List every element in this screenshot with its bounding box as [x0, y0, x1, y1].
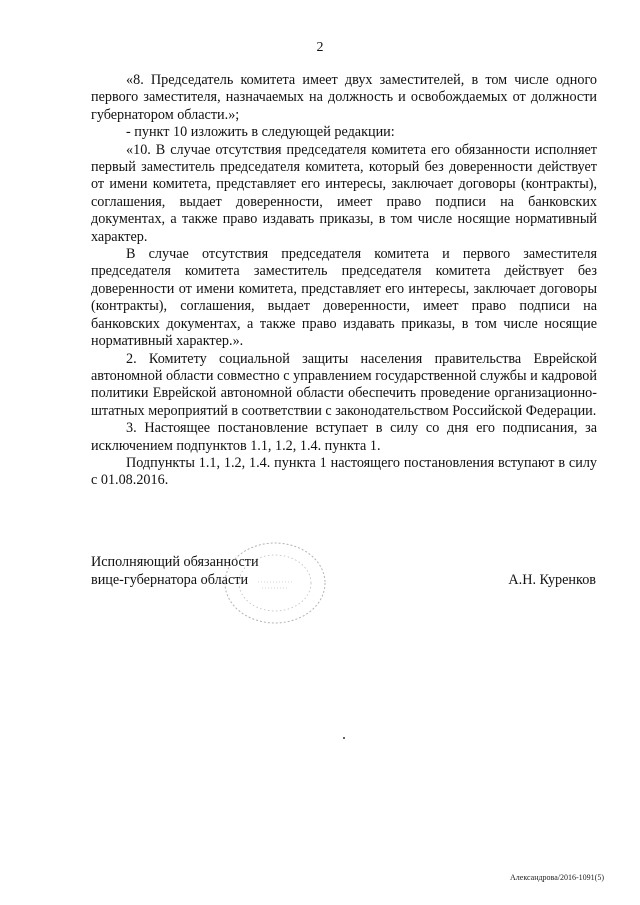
stray-mark — [343, 737, 345, 739]
paragraph-subclauses-effective: Подпункты 1.1, 1.2, 1.4. пункта 1 настоящего постановления вступают в силу с 01.08.2016. — [91, 454, 597, 489]
official-stamp — [220, 538, 330, 628]
document-body — [91, 72, 597, 490]
paragraph-absence-rule: В случае отсутствия председателя комитета и первого заместителя председателя комитета заместитель председателя комитета действует без доверенности от имени комитета, представляет его интересы, заключает договоры (контракты), соглашения, выдает доверенности, имеет право подписи на банковских документах, а также право издавать приказы, в том числе носящие нормативный характер.». — [91, 246, 597, 350]
signatory-title-line1: Исполняющий обязанности — [91, 554, 259, 570]
paragraph-clause-3: 3. Настоящее постановление вступает в силу со дня его подписания, за исключением подпунктов 1.1, 1.2, 1.4. пункта 1. — [91, 420, 597, 454]
signatory-name: А.Н. Куренков — [508, 572, 596, 588]
page-number: 2 — [316, 40, 324, 55]
document-footer-code: Александрова/2016-1091(5) — [510, 873, 604, 882]
signatory-title-line2: вице-губернатора области — [91, 572, 249, 588]
paragraph-amendment-note: - пункт 10 изложить в следующей редакции: — [126, 124, 395, 141]
paragraph-item-10: «10. В случае отсутствия председателя комитета его обязанности исполняет первый заместитель председателя комитета, который без доверенности действует от имени комитета, представляет его интересы, заключает договоры (контракты), соглашения, выдает доверенности, имеет право подписи на банковских документах, а также право издавать приказы, в том числе носящие нормативный характер. — [91, 141, 597, 245]
paragraph-item-8: «8. Председатель комитета имеет двух заместителей, в том числе одного первого заместителя, назначаемых на должность и освобождаемых от должности губернатором области.»; — [91, 72, 597, 123]
paragraph-clause-2: 2. Комитету социальной защиты населения правительства Еврейской автономной области совместно с управлением государственной службы и кадровой политики Еврейской автономной области обеспечить проведение организационно-штатных мероприятий в соответствии с законодательством Российской Федерации. — [91, 350, 597, 419]
